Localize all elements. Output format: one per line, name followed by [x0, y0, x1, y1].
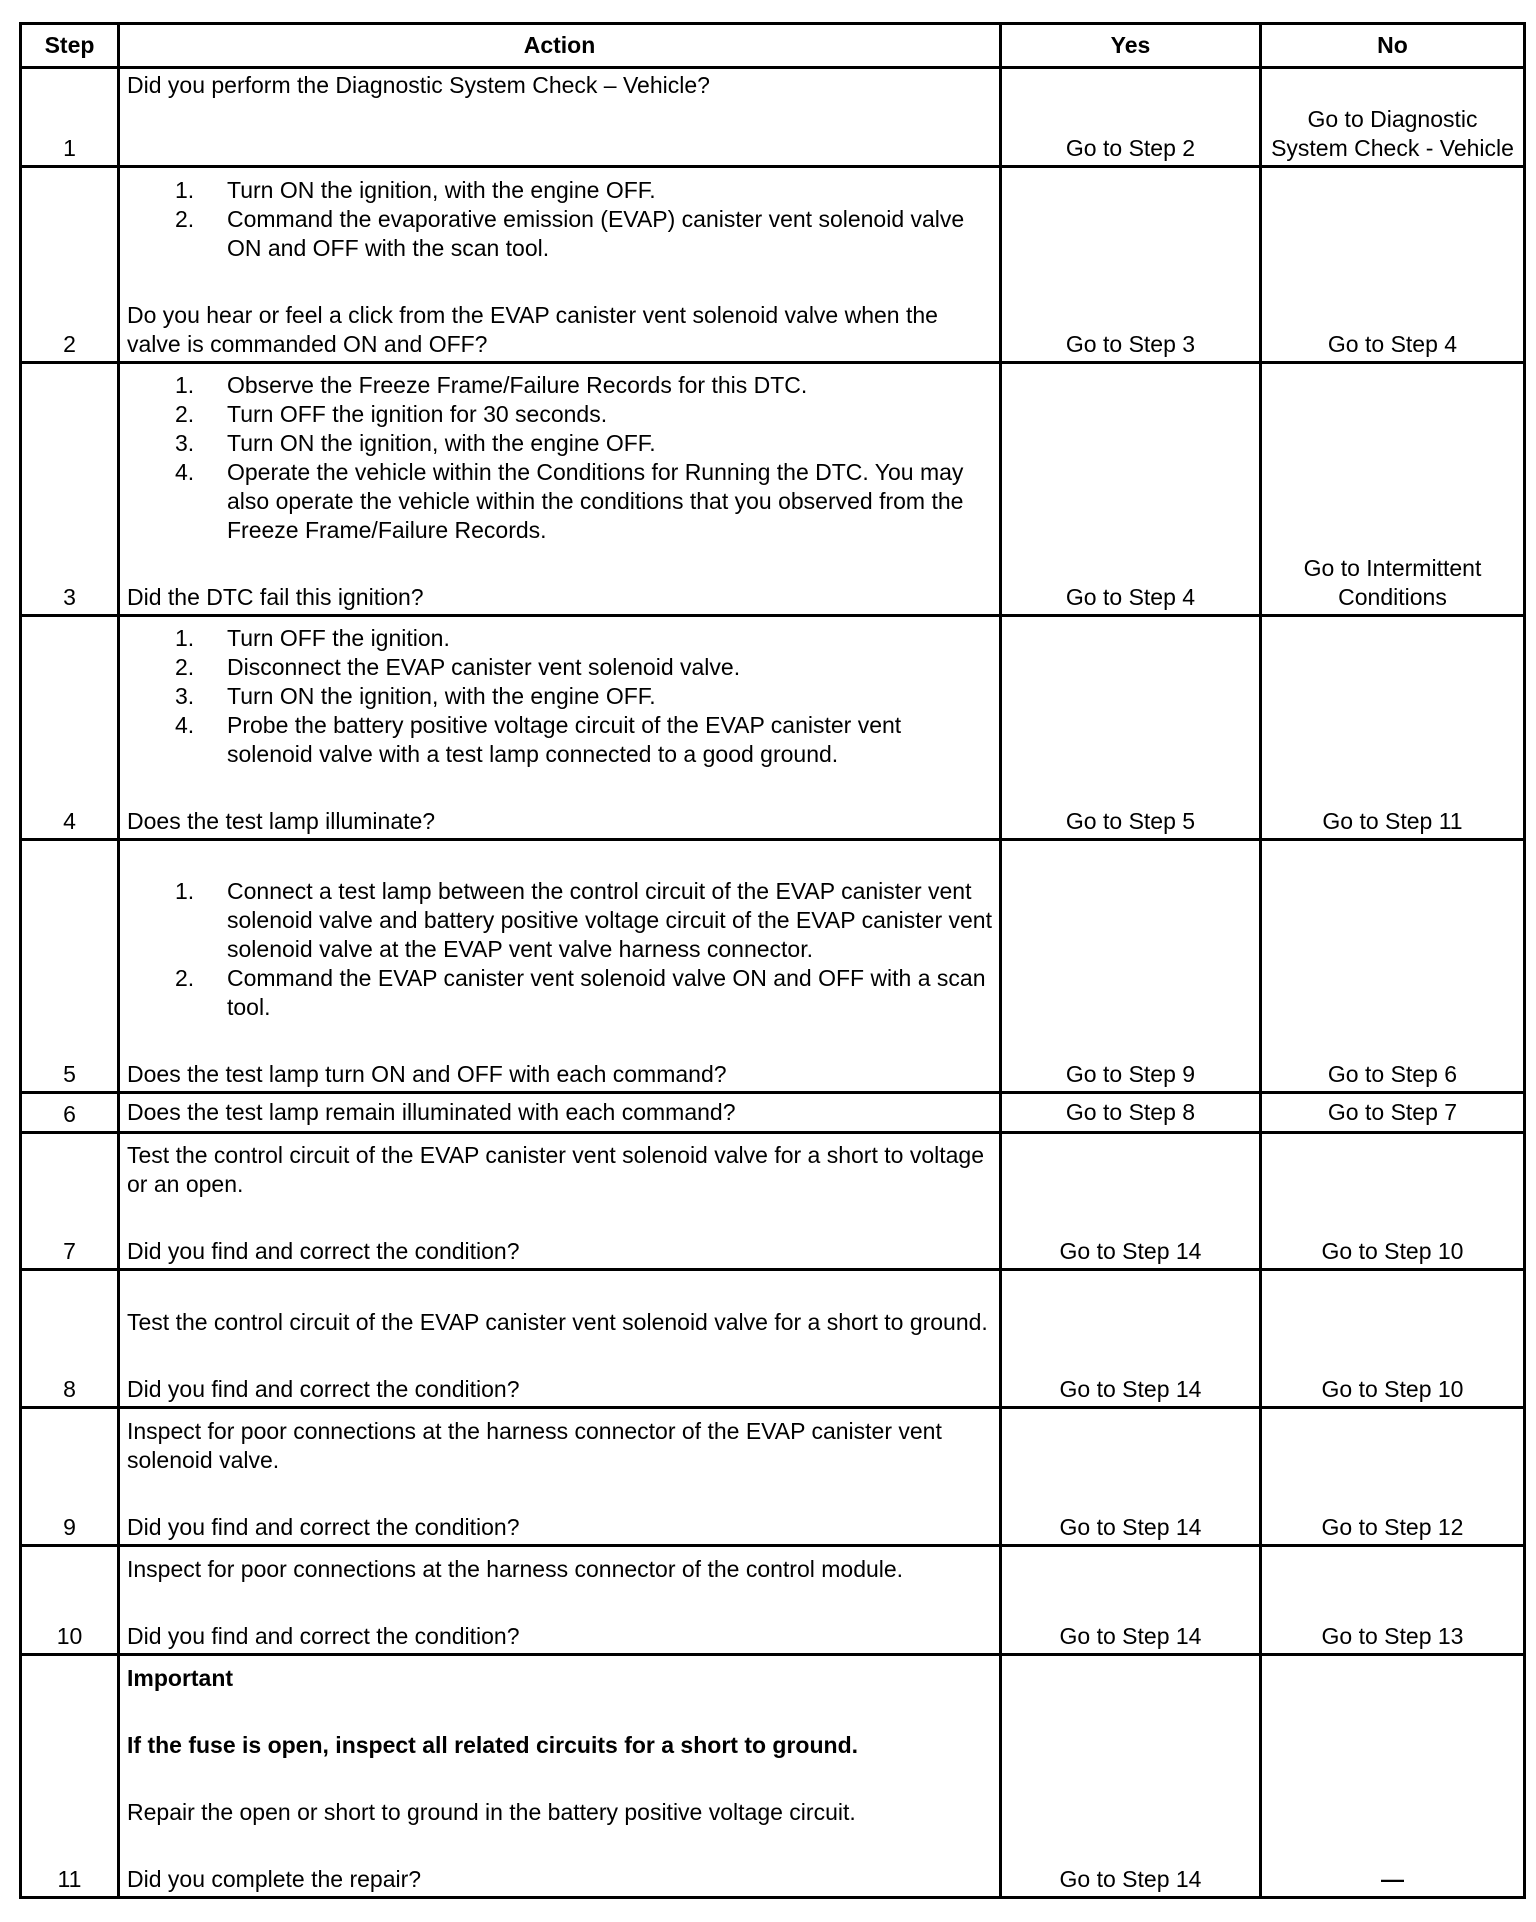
- no-cell: Go to Step 11: [1261, 616, 1525, 840]
- substep-number: 4.: [175, 459, 195, 485]
- step-number: 6: [21, 1093, 119, 1133]
- substep-text: Connect a test lamp between the control circuit of the EVAP canister vent solenoid valve and battery positive voltage circuit of the EVAP canister vent solenoid valve at the EVAP vent valve harness connector.: [227, 878, 992, 962]
- substep: [127, 458, 992, 545]
- action-text: Test the control circuit of the EVAP canister vent solenoid valve for a short to voltage or an open.: [127, 1142, 984, 1197]
- action-cell: [119, 363, 1001, 616]
- step-number: 9: [21, 1408, 119, 1546]
- substep-text: Observe the Freeze Frame/Failure Records for this DTC.: [227, 372, 808, 398]
- substep-number: 1.: [175, 878, 195, 904]
- substep-number: 1.: [175, 177, 195, 203]
- action-cell: [119, 1546, 1001, 1655]
- question-text: Did you find and correct the condition?: [127, 1623, 520, 1649]
- substep-text: Turn ON the ignition, with the engine OFF.: [227, 430, 656, 456]
- question-text: Did you complete the repair?: [127, 1866, 422, 1892]
- action-cell: [119, 1655, 1001, 1898]
- yes-cell: Go to Step 14: [1001, 1546, 1261, 1655]
- step-number: 3: [21, 363, 119, 616]
- no-cell: Go to Step 12: [1261, 1408, 1525, 1546]
- substep: [127, 400, 992, 429]
- table-row: [21, 1655, 1525, 1898]
- step-number: 8: [21, 1270, 119, 1408]
- question-text: Did you find and correct the condition?: [127, 1238, 520, 1264]
- substep-list: [127, 624, 992, 769]
- substep-text: Command the evaporative emission (EVAP) canister vent solenoid valve ON and OFF with the scan tool.: [227, 206, 965, 261]
- substep-number: 2.: [175, 401, 195, 427]
- yes-cell: Go to Step 4: [1001, 363, 1261, 616]
- substep-text: Command the EVAP canister vent solenoid valve ON and OFF with a scan tool.: [227, 965, 986, 1020]
- question-text: Do you hear or feel a click from the EVAP canister vent solenoid valve when the valve is commanded ON and OFF?: [127, 302, 938, 357]
- no-cell: Go to Diagnostic System Check - Vehicle: [1261, 68, 1525, 167]
- action-cell: [119, 1270, 1001, 1408]
- step-number: 5: [21, 840, 119, 1093]
- table-row: [21, 1133, 1525, 1270]
- yes-cell: Go to Step 8: [1001, 1093, 1261, 1133]
- header-action: Action: [119, 24, 1001, 68]
- substep: [127, 877, 992, 964]
- no-cell: Go to Step 4: [1261, 167, 1525, 363]
- no-cell: Go to Intermittent Conditions: [1261, 363, 1525, 616]
- substep: [127, 653, 992, 682]
- no-cell: Go to Step 10: [1261, 1133, 1525, 1270]
- yes-cell: Go to Step 2: [1001, 68, 1261, 167]
- action-text: Repair the open or short to ground in the battery positive voltage circuit.: [127, 1799, 856, 1825]
- table-row: [21, 1408, 1525, 1546]
- step-number: 10: [21, 1546, 119, 1655]
- yes-cell: Go to Step 14: [1001, 1408, 1261, 1546]
- yes-cell: Go to Step 14: [1001, 1655, 1261, 1898]
- no-cell: Go to Step 10: [1261, 1270, 1525, 1408]
- question-text: Does the test lamp turn ON and OFF with each command?: [127, 1061, 727, 1087]
- no-cell: Go to Step 7: [1261, 1093, 1525, 1133]
- important-text: If the fuse is open, inspect all related circuits for a short to ground.: [127, 1732, 859, 1758]
- substep-text: Turn ON the ignition, with the engine OFF.: [227, 177, 656, 203]
- substep-text: Turn OFF the ignition.: [227, 625, 450, 651]
- substep: [127, 176, 992, 205]
- table-row: [21, 1270, 1525, 1408]
- header-row: [21, 24, 1525, 68]
- action-text: Test the control circuit of the EVAP canister vent solenoid valve for a short to ground.: [127, 1309, 988, 1335]
- table-row: [21, 363, 1525, 616]
- substep-number: 2.: [175, 654, 195, 680]
- table-row: [21, 616, 1525, 840]
- substep-list: [127, 877, 992, 1022]
- action-cell: [119, 68, 1001, 167]
- action-cell: [119, 167, 1001, 363]
- no-cell: Go to Step 6: [1261, 840, 1525, 1093]
- step-number: 4: [21, 616, 119, 840]
- substep-number: 1.: [175, 372, 195, 398]
- no-cell: Go to Step 13: [1261, 1546, 1525, 1655]
- action-text: Did you perform the Diagnostic System Check – Vehicle?: [127, 72, 710, 98]
- action-cell: [119, 1133, 1001, 1270]
- substep: [127, 682, 992, 711]
- step-number: 2: [21, 167, 119, 363]
- diagnostic-table: [19, 22, 1526, 1899]
- question-text: Did you find and correct the condition?: [127, 1376, 520, 1402]
- action-cell: [119, 616, 1001, 840]
- step-number: 11: [21, 1655, 119, 1898]
- substep-text: Disconnect the EVAP canister vent solenoid valve.: [227, 654, 741, 680]
- header-yes: Yes: [1001, 24, 1261, 68]
- substep: [127, 711, 992, 769]
- header-step: Step: [21, 24, 119, 68]
- table-row: [21, 68, 1525, 167]
- table-row: [21, 1093, 1525, 1133]
- question-text: Did the DTC fail this ignition?: [127, 584, 424, 610]
- substep-number: 3.: [175, 430, 195, 456]
- yes-cell: Go to Step 9: [1001, 840, 1261, 1093]
- substep: [127, 371, 992, 400]
- yes-cell: Go to Step 3: [1001, 167, 1261, 363]
- no-cell: —: [1261, 1655, 1525, 1898]
- action-cell: [119, 1093, 1001, 1133]
- substep-list: [127, 371, 992, 545]
- important-heading: Important: [127, 1665, 234, 1691]
- substep: [127, 429, 992, 458]
- action-cell: [119, 840, 1001, 1093]
- header-no: No: [1261, 24, 1525, 68]
- substep-number: 4.: [175, 712, 195, 738]
- substep-list: [127, 176, 992, 263]
- question-text: Did you find and correct the condition?: [127, 1514, 520, 1540]
- substep-text: Probe the battery positive voltage circuit of the EVAP canister vent solenoid valve with a test lamp connected to a good ground.: [227, 712, 902, 767]
- yes-cell: Go to Step 14: [1001, 1133, 1261, 1270]
- substep-text: Turn OFF the ignition for 30 seconds.: [227, 401, 608, 427]
- action-text: Inspect for poor connections at the harness connector of the control module.: [127, 1556, 904, 1582]
- yes-cell: Go to Step 5: [1001, 616, 1261, 840]
- substep-text: Operate the vehicle within the Conditions for Running the DTC. You may also operate the vehicle within the conditions that you observed from the Freeze Frame/Failure Records.: [227, 459, 964, 543]
- substep: [127, 205, 992, 263]
- action-cell: [119, 1408, 1001, 1546]
- step-number: 1: [21, 68, 119, 167]
- table-row: [21, 1546, 1525, 1655]
- step-number: 7: [21, 1133, 119, 1270]
- question-text: Does the test lamp remain illuminated with each command?: [127, 1099, 736, 1125]
- substep-number: 2.: [175, 206, 195, 232]
- substep: [127, 624, 992, 653]
- substep-number: 3.: [175, 683, 195, 709]
- table-row: [21, 167, 1525, 363]
- substep: [127, 964, 992, 1022]
- substep-text: Turn ON the ignition, with the engine OFF.: [227, 683, 656, 709]
- table-row: [21, 840, 1525, 1093]
- action-text: Inspect for poor connections at the harness connector of the EVAP canister vent solenoid valve.: [127, 1418, 942, 1473]
- yes-cell: Go to Step 14: [1001, 1270, 1261, 1408]
- substep-number: 2.: [175, 965, 195, 991]
- question-text: Does the test lamp illuminate?: [127, 808, 436, 834]
- substep-number: 1.: [175, 625, 195, 651]
